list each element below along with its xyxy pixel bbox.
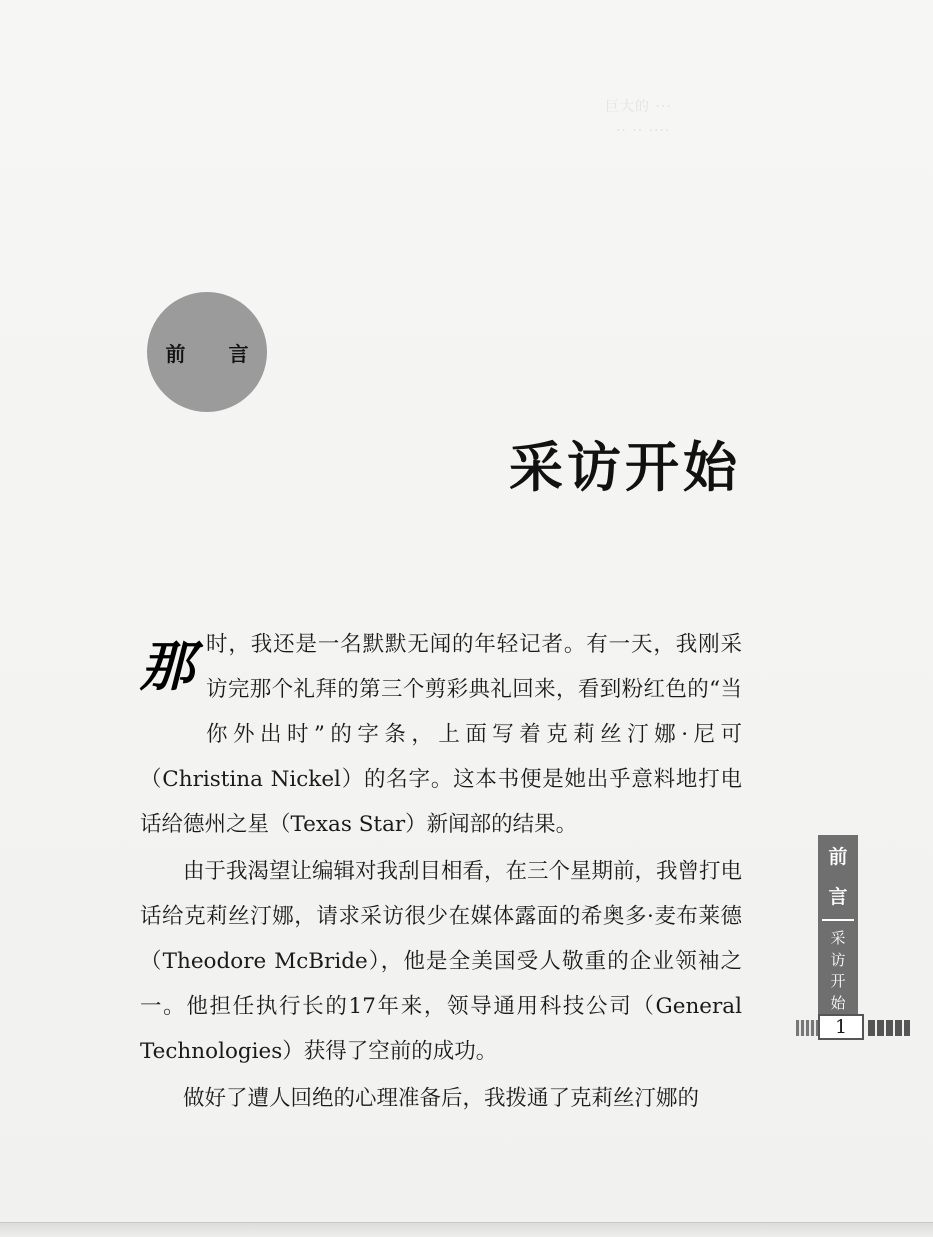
side-tab-char: 访 <box>830 950 846 969</box>
chapter-side-tab <box>818 835 858 1015</box>
side-tab-char: 始 <box>830 993 846 1012</box>
side-tab-divider <box>822 919 854 921</box>
section-badge <box>147 292 267 412</box>
drop-cap: 那 <box>140 634 194 698</box>
side-tab-char: 言 <box>828 885 848 908</box>
page-bar-ornament <box>868 1020 910 1036</box>
side-tab-section <box>818 835 858 915</box>
side-tab-char: 开 <box>830 972 846 991</box>
bleed-through-text: 巨大的 ··· ·· ·· ···· <box>605 99 672 139</box>
page-bar-ornament <box>796 1020 818 1036</box>
side-tab-chapter <box>818 927 858 1013</box>
paragraph: 由于我渴望让编辑对我刮目相看，在三个星期前，我曾打电话给克莉丝汀娜，请求采访很少在媒体露面的希奥多·麦布莱德（Theodore McBride），他是全美国受人敬重的企业领袖之一。他担任执行长的17年来，领导通用科技公司（General Technologies）获得了空前的成功。 <box>140 859 743 1064</box>
page-bottom-edge <box>0 1222 933 1237</box>
page-number-bar <box>796 1014 914 1040</box>
page-number: 1 <box>818 1014 864 1040</box>
section-label: 前 言 <box>165 341 267 366</box>
side-tab-char: 前 <box>828 845 848 868</box>
paragraph-text: 时，我还是一名默默无闻的年轻记者。有一天，我刚采访完那个礼拜的第三个剪彩典礼回来，看到粉红色的“当你外出时”的字条，上面写着克莉丝汀娜·尼可（Christina Nickel）的名字。这本书便是她出乎意料地打电话给德州之星（Texas Star）新闻部的结果。 <box>140 632 742 837</box>
paragraph: 做好了遭人回绝的心理准备后，我拨通了克莉丝汀娜的 <box>183 1086 700 1111</box>
paragraph <box>140 622 742 847</box>
chapter-title: 采访开始 <box>509 436 741 499</box>
side-tab-char: 采 <box>830 929 846 948</box>
body-text <box>140 622 742 1121</box>
